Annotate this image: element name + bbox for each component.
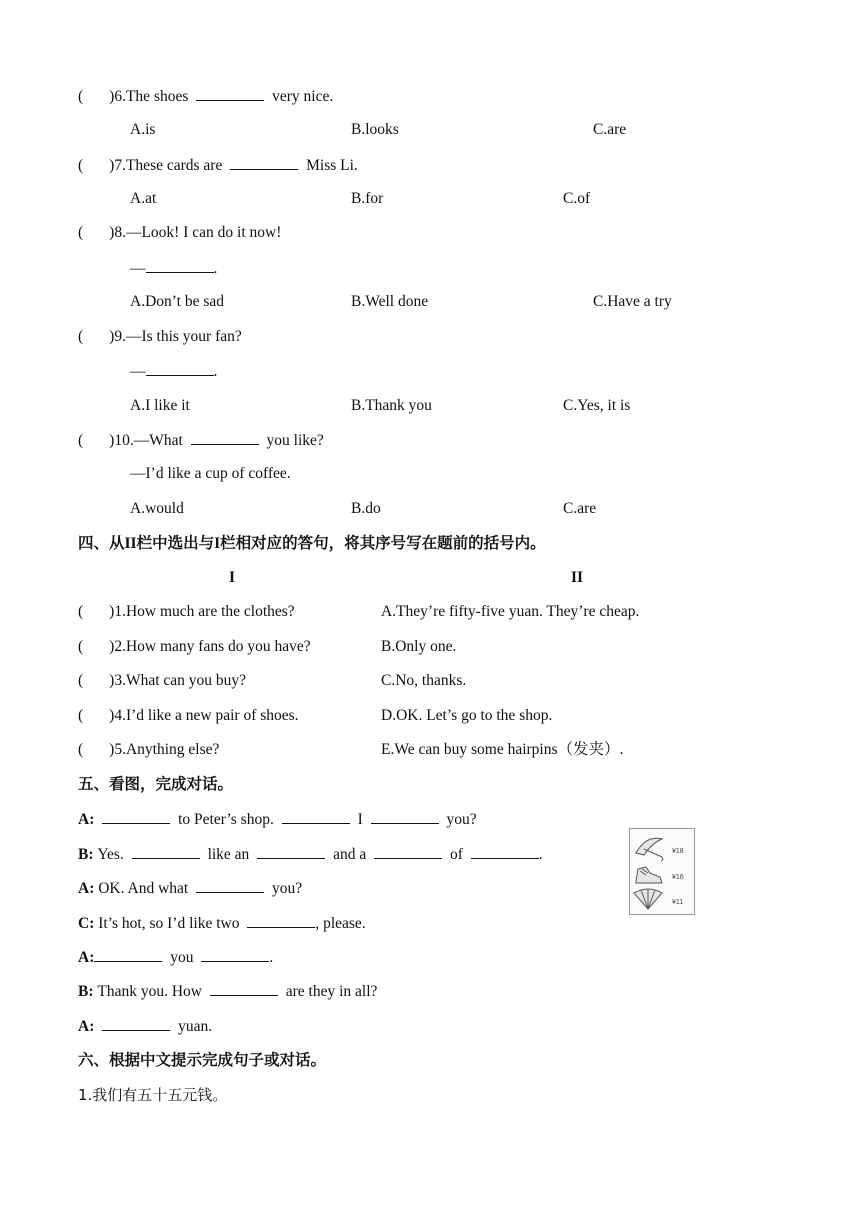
answer-paren[interactable]: ( <box>78 672 84 689</box>
answer-paren[interactable]: ( <box>78 707 84 724</box>
speaker-tag: A: <box>78 880 95 897</box>
dialogue-text: yuan. <box>178 1018 213 1035</box>
question-8-response <box>130 258 217 279</box>
answer-blank[interactable] <box>102 809 170 824</box>
title-part: 栏相对应的答句，将其序号写在题前的括号内。 <box>220 534 546 552</box>
option-c: C.are <box>563 500 597 517</box>
question-text: The shoes <box>125 88 189 105</box>
section-6-title: 六、根据中文提示完成句子或对话。 <box>78 1051 327 1069</box>
question-text: —What <box>133 432 183 449</box>
dialogue-line-6 <box>78 981 377 1002</box>
dialogue-line-4 <box>78 913 366 934</box>
answer-paren[interactable]: ( <box>78 741 84 758</box>
question-9 <box>78 327 242 347</box>
title-part: 四、从 <box>78 534 125 552</box>
speaker-tag: A: <box>78 811 95 828</box>
answer-blank[interactable] <box>132 844 200 859</box>
answer-paren: ( <box>78 88 84 105</box>
option-a: A.at <box>130 190 157 207</box>
dialogue-text: OK. And what <box>98 880 189 897</box>
answer-blank[interactable] <box>146 361 214 376</box>
match-question-text: )4.I’d like a new pair of shoes. <box>109 707 299 724</box>
speaker-tag: A: <box>78 949 95 966</box>
answer-blank[interactable] <box>94 947 162 962</box>
option-a: A.is <box>130 121 156 138</box>
answer-blank[interactable] <box>371 809 439 824</box>
match-question-text: )3.What can you buy? <box>109 672 247 689</box>
answer-blank[interactable] <box>191 430 259 445</box>
answer-blank[interactable] <box>471 844 539 859</box>
question-10 <box>78 430 324 451</box>
answer-blank[interactable] <box>196 86 264 101</box>
dialogue-text: and a <box>333 846 367 863</box>
option-a: A.would <box>130 500 184 517</box>
dialogue-text: Thank you. How <box>97 983 202 1000</box>
dash: — <box>130 363 146 380</box>
dialogue-line-3 <box>78 878 302 899</box>
column-header-i: I <box>229 569 236 586</box>
answer-paren: ( <box>78 157 84 174</box>
period: . <box>538 846 543 863</box>
dialogue-line-2 <box>78 844 543 865</box>
match-answer-2: B.Only one. <box>381 638 457 655</box>
question-number: )10. <box>109 432 134 449</box>
match-answer-5: E.We can buy some hairpins（发夹）. <box>381 741 624 758</box>
dialogue-line-5 <box>78 947 273 968</box>
shop-items-illustration <box>630 829 694 914</box>
question-9-response <box>130 361 217 382</box>
question-number: )9. <box>109 328 126 345</box>
option-c: C.Yes, it is <box>563 397 631 414</box>
dialogue-text: to Peter’s shop. <box>178 811 274 828</box>
answer-blank[interactable] <box>374 844 442 859</box>
answer-paren: ( <box>78 328 84 345</box>
price-label: ¥11 <box>672 899 684 906</box>
answer-blank[interactable] <box>210 981 278 996</box>
match-question-text: )2.How many fans do you have? <box>109 638 311 655</box>
section-5-title: 五、看图，完成对话。 <box>78 775 234 793</box>
question-8 <box>78 223 281 243</box>
title-part: I <box>214 535 221 552</box>
speaker-tag: B: <box>78 983 94 1000</box>
period: . <box>213 260 218 277</box>
question-text: —Is this your fan? <box>125 328 242 345</box>
answer-paren[interactable]: ( <box>78 638 84 655</box>
question-10-line2: —I’d like a cup of coffee. <box>130 465 291 482</box>
dialogue-text: I <box>357 811 363 828</box>
question-text: —Look! I can do it now! <box>125 224 282 241</box>
dialogue-line-7 <box>78 1016 212 1037</box>
match-question-text: )5.Anything else? <box>109 741 220 758</box>
question-text-end: very nice. <box>272 88 334 105</box>
dialogue-text: you? <box>446 811 477 828</box>
answer-paren: ( <box>78 224 84 241</box>
option-c: C.Have a try <box>593 293 672 310</box>
speaker-tag: B: <box>78 846 94 863</box>
question-number: )7. <box>109 157 126 174</box>
title-part: 栏中选出与 <box>136 534 215 552</box>
column-header-ii: II <box>571 569 584 586</box>
answer-paren[interactable]: ( <box>78 603 84 620</box>
match-question-3 <box>78 671 246 691</box>
option-a: A.I like it <box>130 397 190 414</box>
speaker-tag: C: <box>78 915 95 932</box>
match-answer-3: C.No, thanks. <box>381 672 467 689</box>
dialogue-line-1 <box>78 809 477 830</box>
dash: — <box>130 260 146 277</box>
option-b: B.for <box>351 190 384 207</box>
section-4-title <box>78 533 546 554</box>
question-number: )8. <box>109 224 126 241</box>
shop-price-picture <box>629 828 695 915</box>
answer-blank[interactable] <box>257 844 325 859</box>
dialogue-text: you <box>170 949 194 966</box>
shoe-icon <box>636 867 662 883</box>
option-b: B.Well done <box>351 293 429 310</box>
question-number: )6. <box>109 88 126 105</box>
match-question-1 <box>78 602 295 622</box>
section-6-question-1: 1.我们有五十五元钱。 <box>78 1086 228 1104</box>
dialogue-text: you? <box>271 880 303 897</box>
match-answer-4: D.OK. Let’s go to the shop. <box>381 707 553 724</box>
question-6 <box>78 86 333 107</box>
dialogue-text: It’s hot, so I’d like two <box>98 915 240 932</box>
period: . <box>269 949 274 966</box>
question-7 <box>78 155 358 176</box>
answer-blank[interactable] <box>102 1016 170 1031</box>
option-a: A.Don’t be sad <box>130 293 224 310</box>
answer-blank[interactable] <box>196 878 264 893</box>
question-text-end: Miss Li. <box>306 157 358 174</box>
option-c: C.of <box>563 190 591 207</box>
dialogue-text: of <box>449 846 463 863</box>
answer-paren: ( <box>78 432 84 449</box>
answer-blank[interactable] <box>282 809 350 824</box>
option-c: C.are <box>593 121 627 138</box>
option-b: B.Thank you <box>351 397 432 414</box>
dialogue-text: Yes. <box>97 846 124 863</box>
question-text: These cards are <box>125 157 223 174</box>
answer-blank[interactable] <box>230 155 298 170</box>
option-b: B.do <box>351 500 381 517</box>
answer-blank[interactable] <box>146 258 214 273</box>
dialogue-text: are they in all? <box>285 983 378 1000</box>
option-b: B.looks <box>351 121 399 138</box>
price-label: ¥16 <box>672 874 684 881</box>
price-label: ¥18 <box>672 848 684 855</box>
dialogue-text: like an <box>207 846 250 863</box>
match-answer-1: A.They’re fifty-five yuan. They’re cheap. <box>381 603 640 620</box>
speaker-tag: A: <box>78 1018 95 1035</box>
match-question-text: )1.How much are the clothes? <box>109 603 295 620</box>
answer-blank[interactable] <box>201 947 269 962</box>
answer-blank[interactable] <box>247 913 315 928</box>
period: . <box>213 363 218 380</box>
question-text-end: you like? <box>266 432 324 449</box>
match-question-2 <box>78 637 311 657</box>
dialogue-text: , please. <box>315 915 366 932</box>
match-question-4 <box>78 706 299 726</box>
fan-icon <box>634 889 662 909</box>
match-question-5 <box>78 740 219 760</box>
title-part: II <box>124 535 137 552</box>
umbrella-icon <box>636 838 663 861</box>
